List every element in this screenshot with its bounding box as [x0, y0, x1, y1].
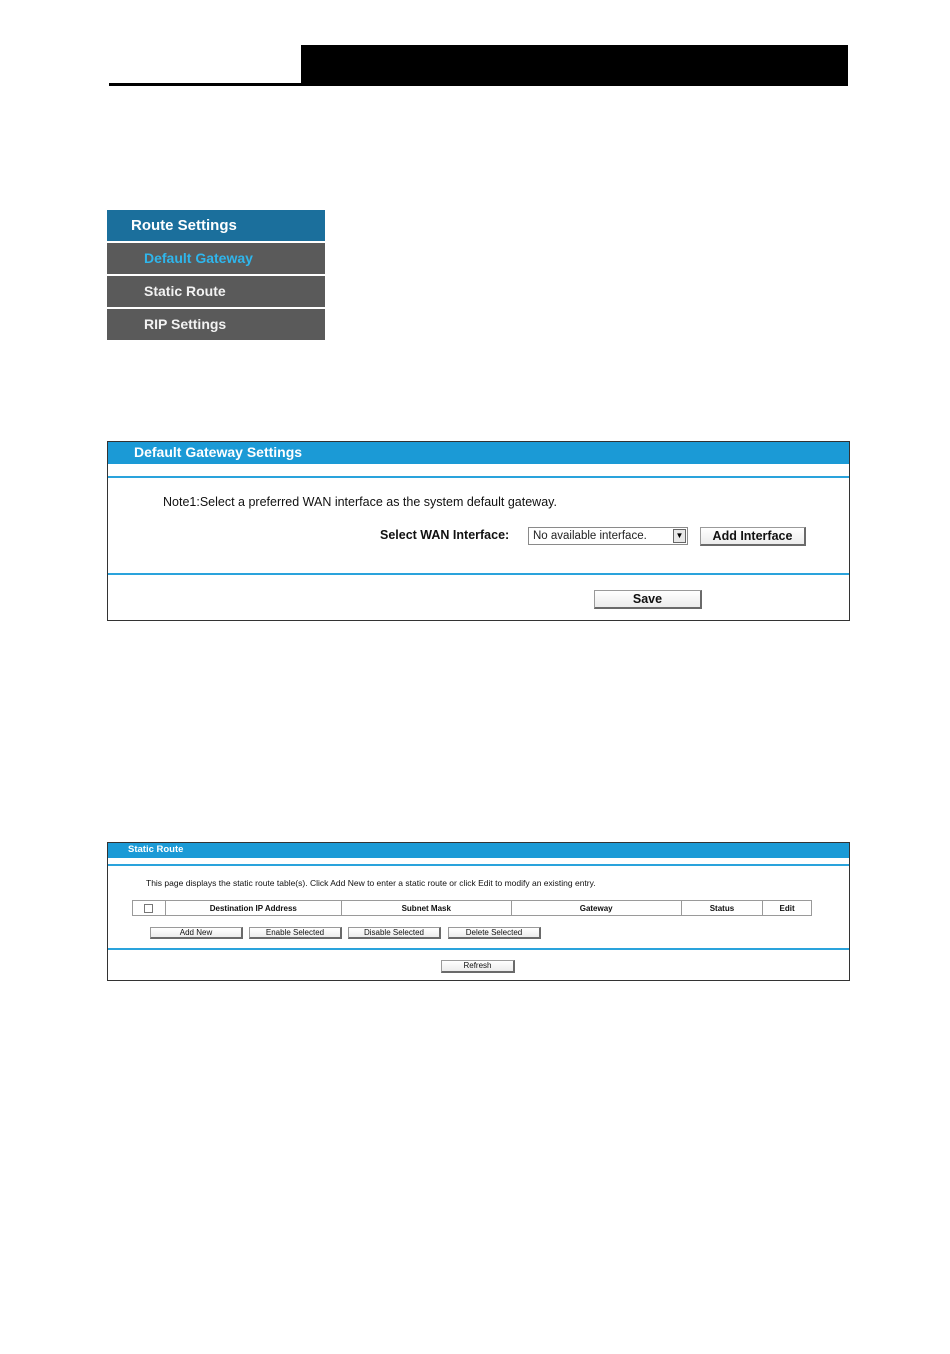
page-header-bar — [301, 45, 848, 86]
table-header-row — [133, 901, 812, 916]
add-new-button[interactable]: Add New — [150, 927, 243, 939]
static-route-description: This page displays the static route table(s). Click Add New to enter a static route or click Edit to modify an existing entry. — [146, 878, 596, 888]
save-button[interactable]: Save — [594, 590, 702, 609]
column-header: Destination IP Address — [165, 901, 341, 916]
column-header: Gateway — [511, 901, 681, 916]
delete-selected-button[interactable]: Delete Selected — [448, 927, 541, 939]
column-header: Subnet Mask — [341, 901, 511, 916]
menu-title: Route Settings — [107, 210, 325, 241]
menu-item-static-route[interactable]: Static Route — [107, 276, 325, 307]
disable-selected-button[interactable]: Disable Selected — [348, 927, 441, 939]
menu-item-default-gateway[interactable]: Default Gateway — [107, 243, 325, 274]
default-gateway-panel — [107, 441, 850, 621]
page-header-rule — [109, 83, 302, 86]
add-interface-button[interactable]: Add Interface — [700, 527, 806, 546]
panel-title: Static Route — [108, 843, 849, 858]
wan-interface-label: Select WAN Interface: — [380, 528, 510, 542]
select-all-checkbox[interactable] — [144, 904, 153, 913]
select-all-cell — [133, 901, 166, 916]
static-route-panel — [107, 842, 850, 981]
wan-interface-value: No available interface. — [533, 530, 647, 542]
wan-interface-select[interactable] — [528, 527, 688, 545]
divider — [108, 864, 849, 866]
divider — [108, 573, 849, 575]
refresh-button[interactable]: Refresh — [441, 960, 515, 973]
static-route-table — [132, 900, 812, 916]
chevron-down-icon[interactable]: ▼ — [673, 529, 686, 543]
divider — [108, 948, 849, 950]
column-header: Edit — [763, 901, 812, 916]
divider — [108, 476, 849, 478]
gateway-note: Note1:Select a preferred WAN interface as the system default gateway. — [163, 495, 557, 509]
route-settings-menu — [107, 210, 325, 340]
enable-selected-button[interactable]: Enable Selected — [249, 927, 342, 939]
panel-title: Default Gateway Settings — [108, 442, 849, 464]
menu-item-rip-settings[interactable]: RIP Settings — [107, 309, 325, 340]
column-header: Status — [681, 901, 763, 916]
